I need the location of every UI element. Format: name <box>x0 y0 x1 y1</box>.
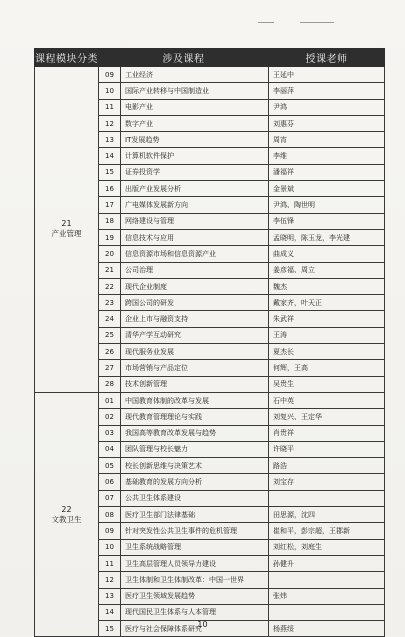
course-number: 03 <box>99 425 121 441</box>
course-name: 技术创新管理 <box>121 376 269 392</box>
scan-mark <box>258 22 274 23</box>
module-cell <box>35 392 99 636</box>
teacher-name: 许晓平 <box>269 441 385 457</box>
scan-mark <box>300 22 334 23</box>
course-name: 电影产业 <box>121 99 269 115</box>
teacher-name: 魏杰 <box>269 278 385 294</box>
course-number: 26 <box>99 344 121 360</box>
course-name: 清华产学互动研究 <box>121 327 269 343</box>
header-course: 涉及课程 <box>99 49 269 67</box>
course-number: 10 <box>99 539 121 555</box>
course-number: 25 <box>99 327 121 343</box>
teacher-name: 石中英 <box>269 392 385 408</box>
course-name: 现代企业制度 <box>121 278 269 294</box>
course-name: 工业经济 <box>121 67 269 83</box>
teacher-name: 曲成义 <box>269 246 385 262</box>
course-number: 14 <box>99 148 121 164</box>
course-number: 08 <box>99 507 121 523</box>
course-number: 28 <box>99 376 121 392</box>
course-number: 19 <box>99 229 121 245</box>
header-module: 课程模块分类 <box>35 49 99 67</box>
course-number: 18 <box>99 213 121 229</box>
module-cell <box>35 67 99 393</box>
teacher-name: 孟晓明，陈玉龙，李光建 <box>269 229 385 245</box>
course-name: 信息资源市场和信息资源产业 <box>121 246 269 262</box>
teacher-name: 王延中 <box>269 67 385 83</box>
course-number: 15 <box>99 164 121 180</box>
module-name: 产业管理 <box>51 229 82 239</box>
teacher-name: 刘惠芬 <box>269 115 385 131</box>
teacher-name: 刘复兴、王定华 <box>269 409 385 425</box>
teacher-name: 张炜 <box>269 588 385 604</box>
course-number: 12 <box>99 115 121 131</box>
course-number: 15 <box>99 621 121 637</box>
course-name: 数字产业 <box>121 115 269 131</box>
course-name: 卫生体制和卫生体制改革：中国一世界 <box>121 572 269 588</box>
teacher-name: 吴贵生 <box>269 376 385 392</box>
course-name: 卫生系统战略管理 <box>121 539 269 555</box>
teacher-name <box>269 604 385 620</box>
course-number: 24 <box>99 311 121 327</box>
teacher-name: 刘红松，刘庭生 <box>269 539 385 555</box>
header-teacher: 授课老师 <box>269 49 385 67</box>
course-number: 07 <box>99 490 121 506</box>
teacher-name: 李丽萍 <box>269 83 385 99</box>
teacher-name: 李伍锋 <box>269 213 385 229</box>
table-row <box>35 392 385 408</box>
teacher-name: 朱武祥 <box>269 311 385 327</box>
teacher-name: 肖贵祥 <box>269 425 385 441</box>
module-number: 21 <box>61 219 72 229</box>
teacher-name <box>269 490 385 506</box>
course-name: 出版产业发展分析 <box>121 181 269 197</box>
table-body <box>35 67 385 637</box>
teacher-name <box>269 572 385 588</box>
course-name: 公共卫生体系建设 <box>121 490 269 506</box>
course-name: 网络建设与管理 <box>121 213 269 229</box>
course-name: 市场营销与产品定位 <box>121 360 269 376</box>
course-name: 我国高等教育改革发展与趋势 <box>121 425 269 441</box>
course-number: 12 <box>99 572 121 588</box>
course-name: 医疗卫生领域发展趋势 <box>121 588 269 604</box>
course-name: 医疗与社会保障体系研究 <box>121 621 269 637</box>
teacher-name: 崔和平，彭宗超，王郡新 <box>269 523 385 539</box>
course-number: 05 <box>99 458 121 474</box>
teacher-name: 周宵 <box>269 132 385 148</box>
course-name: 卫生高层管理人员领导力建设 <box>121 555 269 571</box>
course-name: 国际产业转移与中国制造业 <box>121 83 269 99</box>
course-number: 23 <box>99 295 121 311</box>
course-name: 现代教育管理理论与实践 <box>121 409 269 425</box>
page-number: 10 <box>197 620 208 629</box>
teacher-name: 何辉，王高 <box>269 360 385 376</box>
course-number: 13 <box>99 588 121 604</box>
course-name: IT发展趋势 <box>121 132 269 148</box>
module-number: 22 <box>61 504 72 514</box>
teacher-name: 杨燕绥 <box>269 621 385 637</box>
table-header-row <box>35 49 385 67</box>
course-name: 企业上市与融资支持 <box>121 311 269 327</box>
course-name: 广电媒体发展新方向 <box>121 197 269 213</box>
course-number: 27 <box>99 360 121 376</box>
course-table <box>34 48 385 637</box>
teacher-name: 孙健升 <box>269 555 385 571</box>
course-name: 跨国公司的研发 <box>121 295 269 311</box>
teacher-name: 戴家齐，叶天正 <box>269 295 385 311</box>
table-row <box>35 67 385 83</box>
course-number: 20 <box>99 246 121 262</box>
teacher-name: 田思源，沈四 <box>269 507 385 523</box>
course-name: 中国教育体制的改革与发展 <box>121 392 269 408</box>
course-name: 信息技术与应用 <box>121 229 269 245</box>
course-number: 06 <box>99 474 121 490</box>
teacher-name: 潘福祥 <box>269 164 385 180</box>
teacher-name: 路浩 <box>269 458 385 474</box>
course-number: 22 <box>99 278 121 294</box>
teacher-name: 刘宝存 <box>269 474 385 490</box>
course-name: 针对突发性公共卫生事件的危机管理 <box>121 523 269 539</box>
course-number: 10 <box>99 83 121 99</box>
teacher-name: 金景斌 <box>269 181 385 197</box>
course-number: 21 <box>99 262 121 278</box>
course-name: 校长创新思维与决策艺术 <box>121 458 269 474</box>
course-number: 09 <box>99 523 121 539</box>
course-name: 证券投资学 <box>121 164 269 180</box>
course-number: 09 <box>99 67 121 83</box>
course-number: 14 <box>99 604 121 620</box>
course-number: 17 <box>99 197 121 213</box>
teacher-name: 王涛 <box>269 327 385 343</box>
course-name: 团队管理与校长魅力 <box>121 441 269 457</box>
course-name: 现代国民卫生体系与人本管理 <box>121 604 269 620</box>
course-name: 现代服务业发展 <box>121 344 269 360</box>
course-number: 04 <box>99 441 121 457</box>
teacher-name: 尹鸿、陶世明 <box>269 197 385 213</box>
course-number: 11 <box>99 99 121 115</box>
course-number: 01 <box>99 392 121 408</box>
course-number: 11 <box>99 555 121 571</box>
course-name: 医疗卫生部门法律基础 <box>121 507 269 523</box>
teacher-name: 夏杰长 <box>269 344 385 360</box>
teacher-name: 姜彦福、周立 <box>269 262 385 278</box>
teacher-name: 尹鸿 <box>269 99 385 115</box>
course-number: 02 <box>99 409 121 425</box>
teacher-name: 李维 <box>269 148 385 164</box>
course-name: 计算机软件保护 <box>121 148 269 164</box>
course-name: 公司治理 <box>121 262 269 278</box>
course-number: 13 <box>99 132 121 148</box>
course-number: 16 <box>99 181 121 197</box>
course-name: 基础教育的发展方向分析 <box>121 474 269 490</box>
module-name: 文教卫生 <box>51 514 82 524</box>
